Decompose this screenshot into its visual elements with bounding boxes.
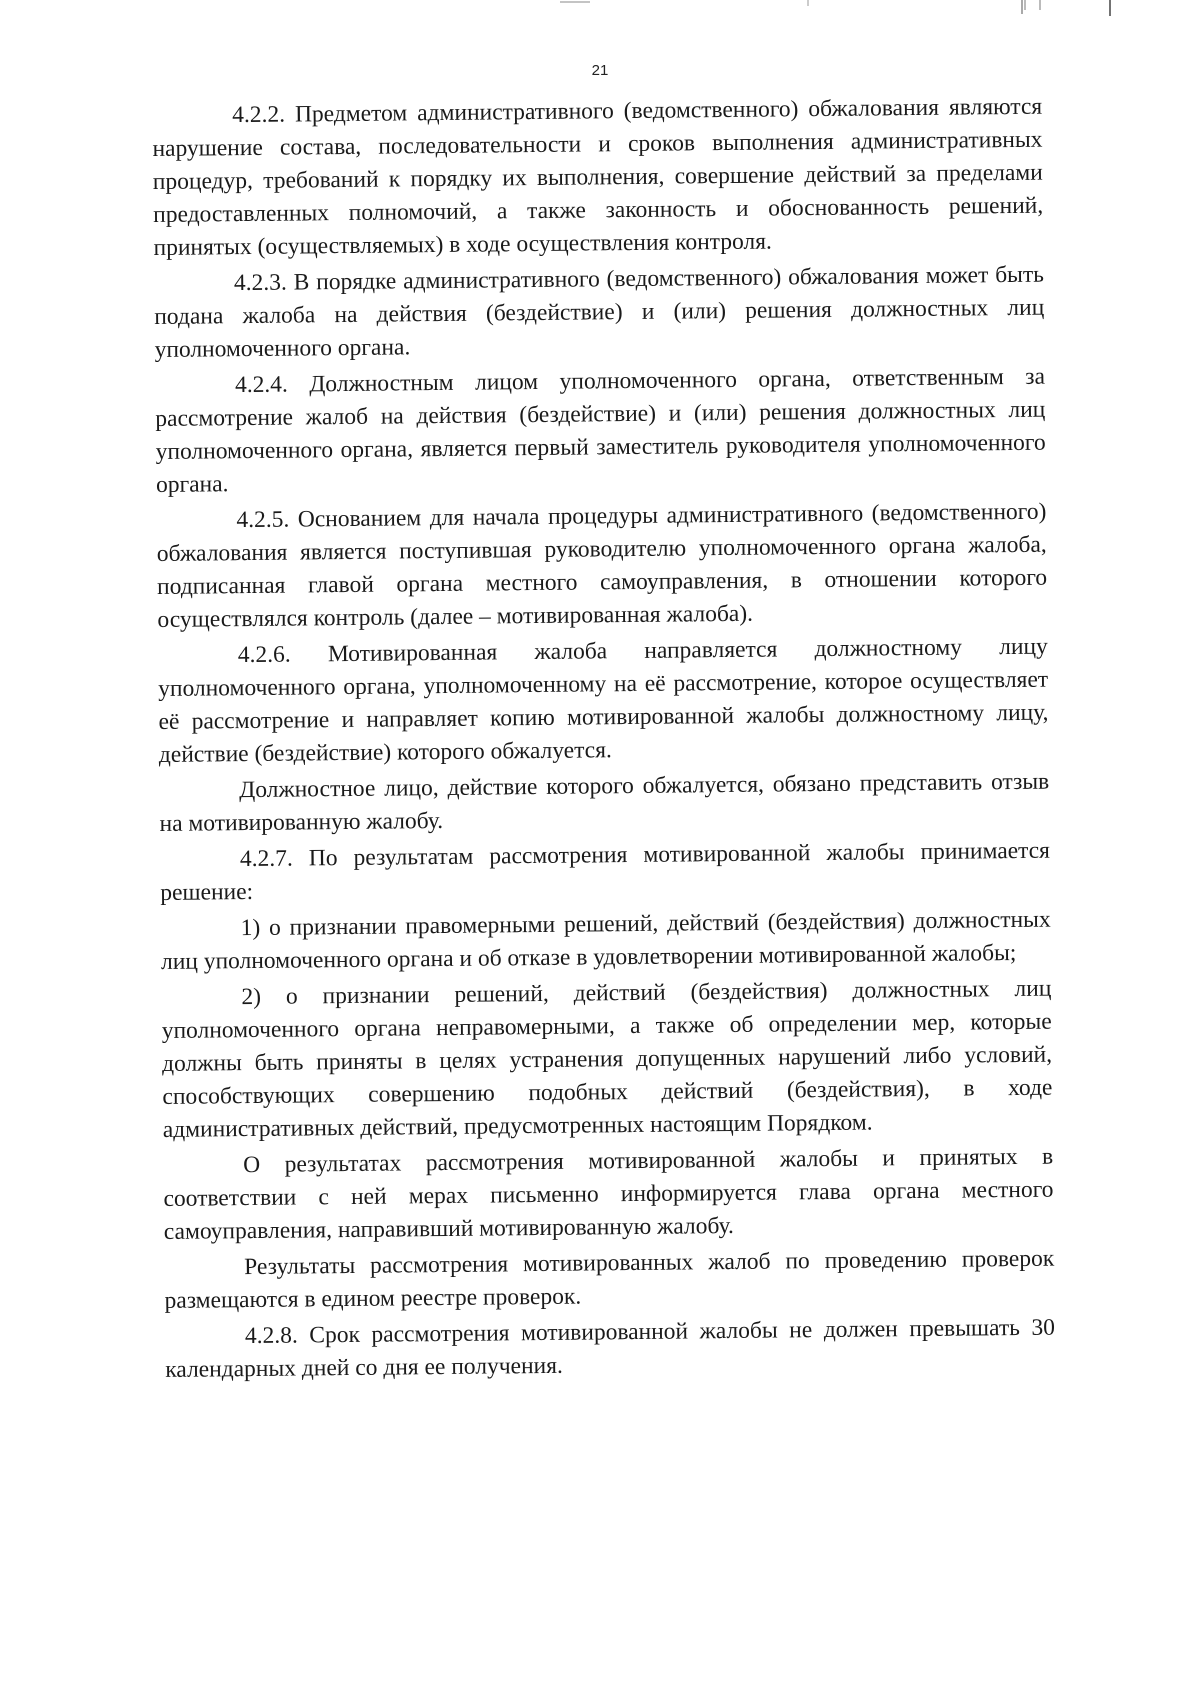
- paragraph-4-2-8: 4.2.8. Срок рассмотрения мотивированной жалобы не должен превышать 30 календарных дней со дня ее получения.: [165, 1314, 1056, 1383]
- paragraph-4-2-3: 4.2.3. В порядке административного (ведомственного) обжалования может быть подана жалоба на действия (бездействие) и (или) решения должностных лиц уполномоченного органа.: [154, 261, 1045, 363]
- list-item-1: 1) о признании правомерными решений, действий (бездействия) должностных лиц уполномоченного органа и об отказе в удовлетворении мотивированной жалобы;: [160, 906, 1051, 975]
- list-item-2: 2) о признании решений, действий (бездействия) должностных лиц уполномоченного органа неправомерными, а также об определении мер, которые должны быть приняты в целях устранения допущенных нарушений либо условий, способствующих совершению подобных действий (бездействия), в ходе административных действий, предусмотренных настоящим Порядком.: [161, 975, 1053, 1143]
- paragraph-results-notification: О результатах рассмотрения мотивированной жалобы и принятых в соответствии с ней мерах письменно информируется глава органа местного самоуправления, направивший мотивированную жалобу.: [163, 1143, 1054, 1245]
- paragraph-results-registry: Результаты рассмотрения мотивированных жалоб по проведению проверок размещаются в едином реестре проверок.: [164, 1245, 1055, 1314]
- paragraph-4-2-7: 4.2.7. По результатам рассмотрения мотивированной жалобы принимается решение:: [160, 837, 1051, 906]
- paragraph-4-2-4: 4.2.4. Должностным лицом уполномоченного органа, ответственным за рассмотрение жалоб на действия (бездействие) и (или) решения должностных лиц уполномоченного органа, является первый заместитель руководителя уполномоченного органа.: [155, 363, 1046, 498]
- paragraph-4-2-5: 4.2.5. Основанием для начала процедуры административного (ведомственного) обжалования является поступившая руководителю уполномоченного органа жалоба, подписанная главой органа местного самоуправления, в отношении которого осуществлялся контроль (далее – мотивированная жалоба).: [156, 498, 1048, 633]
- document-body: [152, 91, 1055, 1390]
- paragraph-4-2-6: 4.2.6. Мотивированная жалоба направляется должностному лицу уполномоченного органа, уполномоченному на её рассмотрение, которое осуществляет её рассмотрение и направляет копию мотивированной жалобы должностному лицу, действие (бездействие) которого обжалуется.: [158, 633, 1049, 768]
- paragraph-4-2-2: 4.2.2. Предметом административного (ведомственного) обжалования являются нарушение состава, последовательности и сроков выполнения административных процедур, требований к порядку их выполнения, совершение действий за пределами предоставленных полномочий, а также законность и обоснованность решений, принятых (осуществляемых) в ходе осуществления контроля.: [152, 93, 1044, 261]
- scan-edge-marks: [0, 0, 1200, 20]
- page-number: 21: [591, 62, 609, 79]
- paragraph-official-response: Должностное лицо, действие которого обжалуется, обязано представить отзыв на мотивированную жалобу.: [159, 768, 1050, 837]
